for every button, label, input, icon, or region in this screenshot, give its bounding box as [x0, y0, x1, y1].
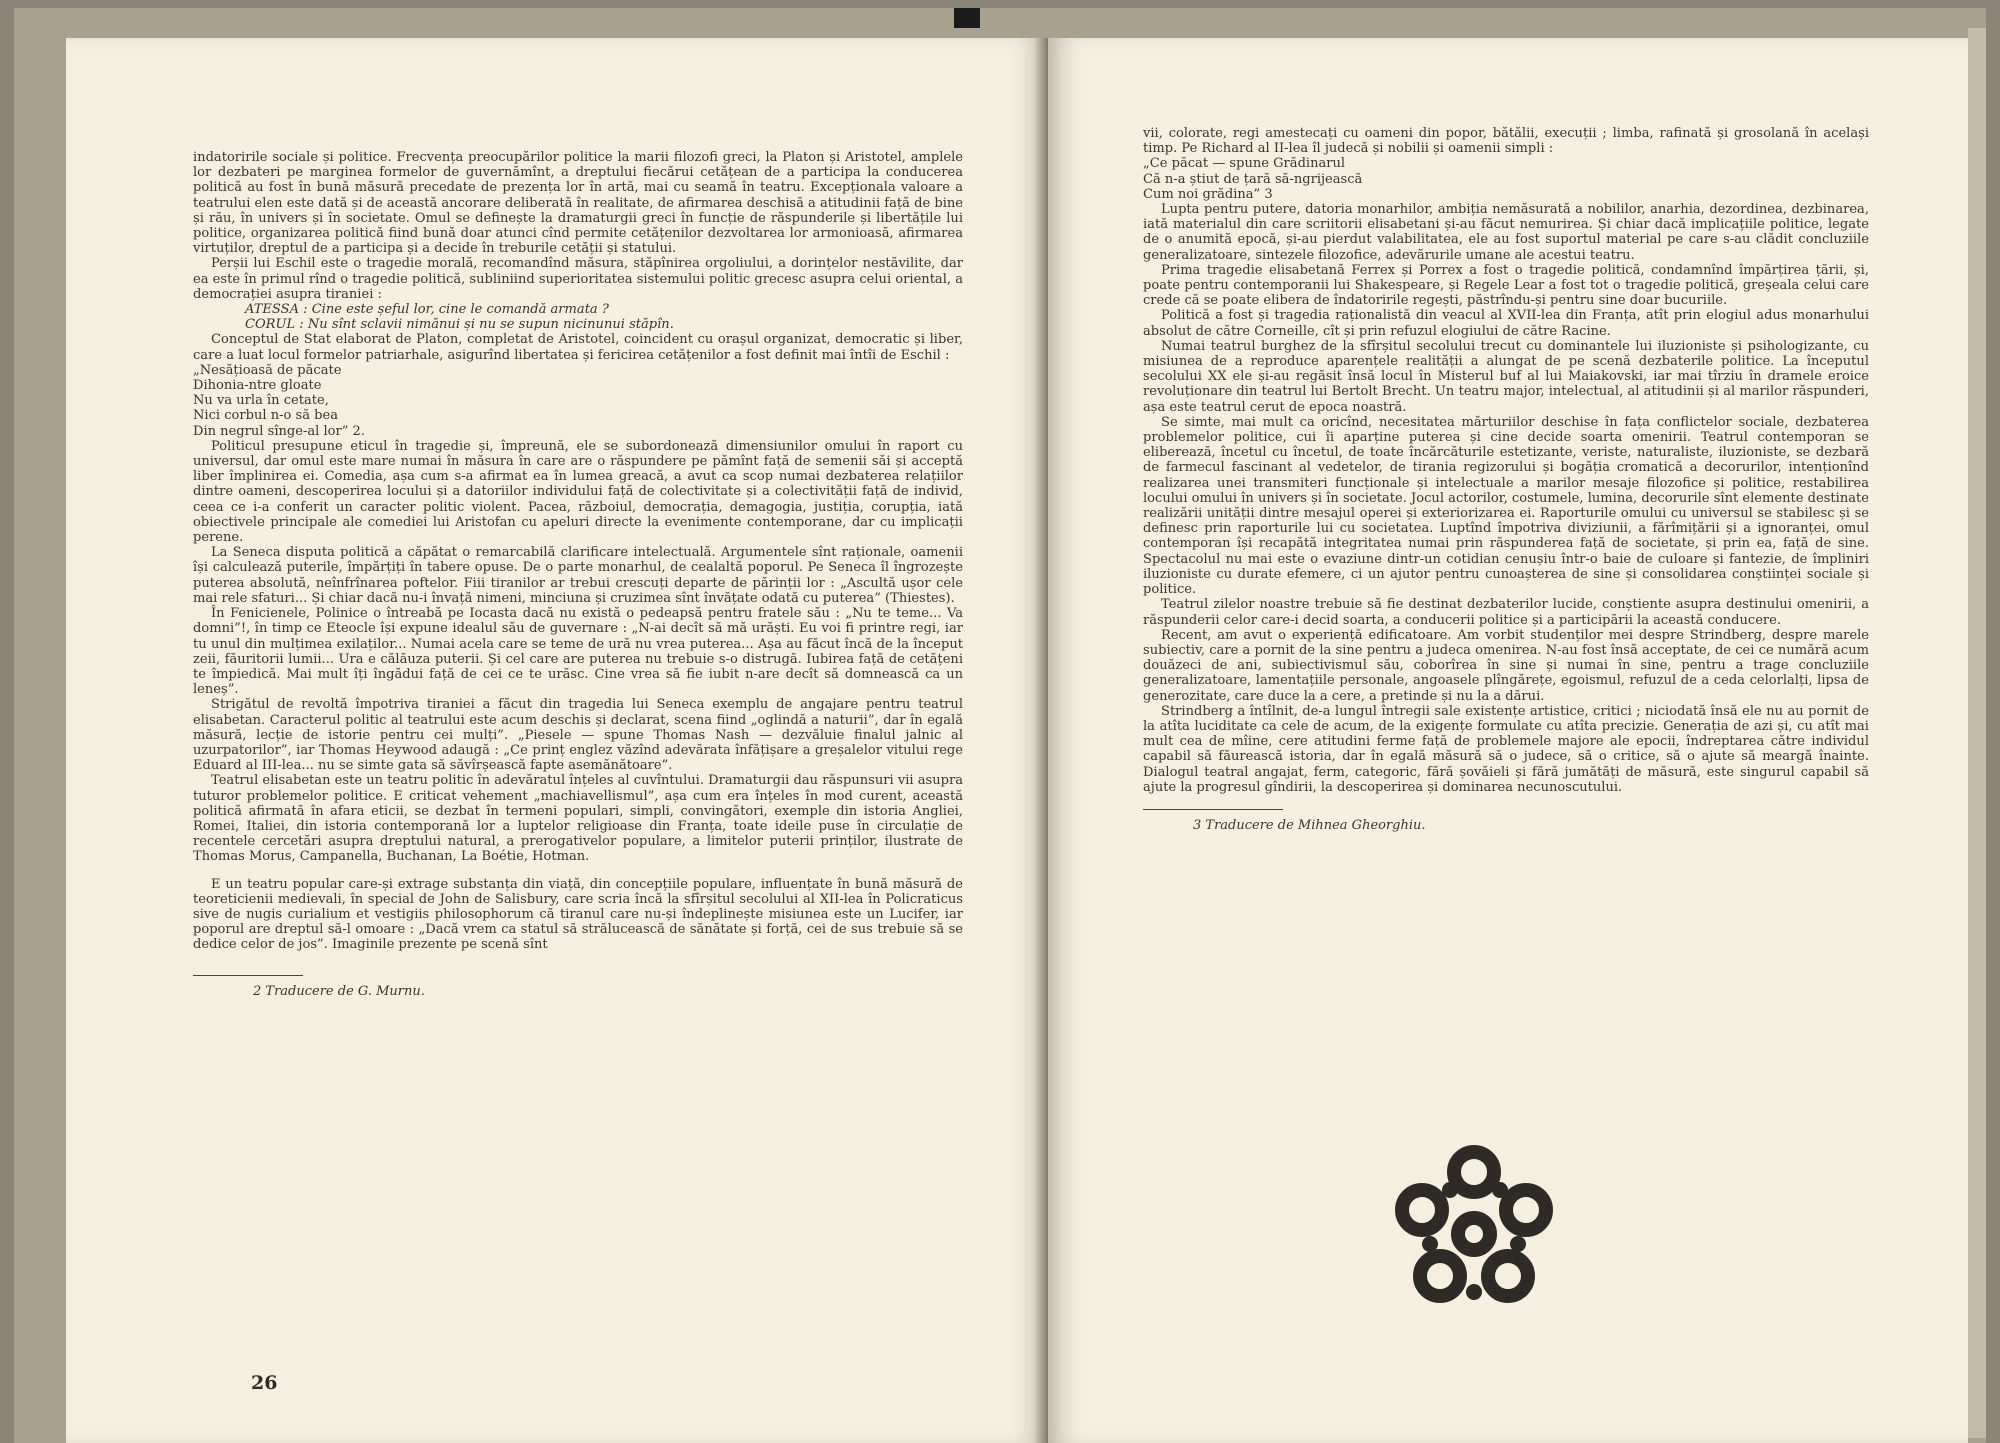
- paragraph: Conceptul de Stat elaborat de Platon, completat de Aristotel, coincident cu orașul organizat, democratic și liber, care a luat locul formelor patriarhale, asigurînd libertatea și fericirea cetățenilor a fost definit mai întîi de Eschil :: [193, 332, 963, 363]
- paragraph: Numai teatrul burghez de la sfîrșitul secolului trecut cu dominantele lui iluzioniste și psihologizante, cu misiunea de a reproduce aparențele realității a alungat de pe scenă dezbaterile politice. La începutul secolului XX ele și-au regăsit însă locul în Misterul buf al lui Maiakovski, iar mai tîrziu în dramele eroice revoluționare din teatrul lui Bertolt Brecht. Un teatru major, intelectual, al atitudinii și al marilor răspunderi, așa este teatrul cerut de epoca noastră.: [1143, 338, 1869, 415]
- floral-ornament-icon: [1390, 1142, 1558, 1320]
- verse-line: Nu va urla în cetate,: [193, 393, 329, 409]
- paragraph: Se simte, mai mult ca oricînd, necesitatea mărturiilor deschise în fața conflictelor sociale, dezbaterea problemelor politice, cui îi aparține puterea și cine decide soarta omenirii. Teatrul contemporan se eliberează, încetul cu încetul, de toate încărcăturile estetizante, veriste, naturaliste, iluzioniste, se dezbară de farmecul fascinant al vedetelor, de tirania regizorului și bogăția cromatică a decorurilor, intenționînd realizarea unei transmiteri funcționale și intelectuale a marilor mesaje filozofice și politice, restabilirea locului omului în univers și în societate. Jocul actorilor, costumele, lumina, decorurile sînt elemente destinate realizării unității dintre mesajul operei și exteriorizarea ei. Raporturile omului cu universul se stabilesc și se definesc prin raporturile lui cu societatea. Luptînd împotriva diviziunii, a fărîmițării și a ignoranței, omul contemporan își recapătă integritatea numai prin răspunderea față de societate, și prin ea, față de sine. Spectacolul nu mai este o evaziune dintr-un cotidian cenușiu într-o baie de culoare și fantezie, de împliniri iluzioniste cu durate efemere, ci un ajutor pentru cunoașterea de sine și consolidarea conștiinței sociale și politice.: [1143, 414, 1869, 598]
- left-page: [66, 38, 1046, 1443]
- paragraph: vii, colorate, regi amestecați cu oameni din popor, bătălii, execuții ; limba, rafinată și grosolană în același timp. Pe Richard al II-lea îl judecă și nobilii și oamenii simpli :: [1143, 126, 1869, 157]
- paragraph: Recent, am avut o experiență edificatoare. Am vorbit studenților mei despre Strindberg, despre marele subiectiv, care a pornit de la sine pentru a judeca omenirea. N-au fost însă acceptate, de cei ce numără acum douăzeci de ani, subiectivismul său, coborîrea în sine și numai în sine, pentru a trage concluziile generalizatoare, lamentațiile personale, angoasele plîngărețe, egoismul, refuzul de a ceda celorlalți, lipsa de generozitate, care duce la a cere, a pretinde și nu la a dărui.: [1143, 627, 1869, 704]
- page-edges: [1968, 28, 1986, 1438]
- verse-line: Cum noi grădina” 3: [1143, 186, 1273, 202]
- left-text-column: [193, 150, 963, 999]
- right-page: [1048, 38, 1968, 1443]
- footnote: 3 Traducere de Mihnea Gheorghiu.: [1193, 817, 1426, 833]
- paragraph: Politicul presupune eticul în tragedie și, împreună, ele se subordonează dimensiunilor omului în raport cu universul, dar omul este mare numai în măsura în care are o răspundere pe pămînt față de semenii săi și acceptă liber împlinirea ei. Comedia, așa cum s-a afirmat ea în lumea greacă, a avut ca scop numai dezbaterea relațiilor dintre oameni, descoperirea locului și a datoriilor individului față de colectivitate și a colectivității față de individ, ceea ce i-a conferit un caracter politic violent. Pacea, războiul, democrația, demagogia, justiția, corupția, iată obiectivele principale ale comediei lui Aristofan cu apeluri directe la evenimente contemporane, dar cu implicații perene.: [193, 438, 963, 546]
- right-text-column: [1143, 126, 1869, 833]
- verse-line: Din negrul sînge-al lor” 2.: [193, 423, 365, 439]
- paragraph: indatoririle sociale și politice. Frecvența preocupărilor politice la marii filozofi greci, la Platon și Aristotel, amplele lor dezbateri pe marginea formelor de guvernămînt, a dreptului fiecărui cetățean de a participa la conducerea politică au fost în bună măsură precedate de prezența lor în artă, mai cu seamă în teatru. Excepționala valoare a teatrului elen este dată și de această ancorare deliberată în realitate, de afirmarea deschisă a atitudinii față de bine și rău, în univers și în societate. Omul se definește la dramaturgii greci în funcție de răspunderile și libertățile lui politice, organizarea politică fiind bună doar atunci cînd permite cetățenilor dezvoltarea lor armonioasă, afirmarea virtuților, dreptul de a participa și a decide în treburile cetății și statului.: [193, 150, 963, 257]
- verse-block: [1143, 156, 1869, 202]
- paragraph: Teatrul elisabetan este un teatru politic în adevăratul înțeles al cuvîntului. Dramaturgii dau răspunsuri vii asupra tuturor problemelor politice. E criticat vehement „machiavellismul”, așa cum era înțeles în mod curent, această politică afirmată în afara eticii, se dezbat în termeni populari, simpli, convingători, exemple din istoria Angliei, Romei, Italiei, din istoria contemporană lor a luptelor religioase din Franța, toate ideile puse în circulație de recentele cercetări asupra dreptului natural, a prerogativelor populare, a limitelor puterii prinților, ilustrate de Thomas Morus, Campanella, Buchanan, La Boétie, Hotman.: [193, 773, 963, 865]
- dialogue-line: ATESSA : Cine este șeful lor, cine le comandă armata ?: [245, 302, 609, 318]
- page-number: 26: [251, 1372, 278, 1394]
- paragraph: În Fenicienele, Polinice o întreabă pe Iocasta dacă nu există o pedeapsă pentru fratele său : „Nu te teme... Va domni”!, în timp ce Eteocle își expune idealul său de guvernare : „N-ai decît să mă urăști. Eu voi fi printre regi, iar tu unul din mulțimea exilaților... Numai acela care se teme de ură nu vrea puterea... Așa au făcut încă de la început zeii, făuritorii lumii... Ura e călăuza puterii. Și cel care are puterea nu trebuie s-o distrugă. Iubirea față de cetățeni te împiedică. Mai mult îți îngădui față de cei ce te urăsc. Cine vrea să fie iubit n-are decît să domnească ca un leneș”.: [193, 606, 963, 698]
- verse-line: Că n-a știut de țară să-ngrijească: [1143, 171, 1363, 187]
- open-book: [14, 8, 1986, 1443]
- verse-line: Nici corbul n-o să bea: [193, 408, 338, 424]
- paragraph: Lupta pentru putere, datoria monarhilor, ambiția nemăsurată a nobililor, anarhia, dezordinea, dezbinarea, iată materialul din care scriitorii elisabetani și-au făcut nemurirea. Și chiar dacă implicațiile politice, legate de o anumită epocă, și-au pierdut valabilitatea, ele au fost suportul material pe care s-au clădit concluziile generalizatoare, sintezele filozofice, adevărurile umane ale acestui teatru.: [1143, 202, 1869, 263]
- paragraph: Politică a fost și tragedia raționalistă din veacul al XVII-lea din Franța, atît prin elogiul adus monarhului absolut de către Corneille, cît și prin refuzul elogiului de către Racine.: [1143, 308, 1869, 339]
- verse-line: Dihonia-ntre gloate: [193, 378, 322, 394]
- footnote-divider: [1143, 809, 1283, 810]
- footnote: 2 Traducere de G. Murnu.: [253, 983, 425, 999]
- footnote-divider: [193, 975, 303, 976]
- paragraph: Perșii lui Eschil este o tragedie morală, recomandînd măsura, stăpînirea orgoliului, a dorințelor nestăvilite, dar ea este în primul rînd o tragedie politică, subliniind superioritatea sistemului politic grecesc asupra celui oriental, a democrației asupra tiraniei :: [193, 256, 963, 302]
- dialogue-line: CORUL : Nu sînt sclavii nimănui și nu se supun nicinunui stăpîn.: [245, 317, 674, 333]
- verse-block: [193, 363, 963, 439]
- verse-line: „Ce păcat — spune Grădinarul: [1143, 156, 1346, 172]
- binder-clip: [954, 8, 980, 28]
- verse-line: „Nesățioasă de păcate: [193, 362, 342, 378]
- paragraph: Strindberg a întîlnit, de-a lungul întregii sale existențe artistice, critici ; niciodată însă ele nu au pornit de la atîta luciditate ca cele de acum, de la exigențe formulate cu atîta precizie. Generația de azi și, cu atît mai mult cea de mîine, cere atitudini ferme față de problemele majore ale epocii, îndreptarea către individul capabil să făurească istoria, dar în egală măsură să o judece, să o critice, să o ajute să meargă înainte. Dialogul teatral angajat, ferm, categoric, fără șovăieli și fără jumătăți de măsură, este singurul capabil să ajute la progresul gîndirii, la descoperirea și dominarea necunoscutului.: [1143, 703, 1869, 795]
- paragraph: Teatrul zilelor noastre trebuie să fie destinat dezbaterilor lucide, conștiente asupra destinului omenirii, a răspunderii celor care-i decid soarta, a conducerii politice și a participării la această conducere.: [1143, 597, 1869, 628]
- dialogue-block: [245, 302, 963, 332]
- paragraph: La Seneca disputa politică a căpătat o remarcabilă clarificare intelectuală. Argumentele sînt raționale, oamenii își calculează puterile, împărțiți în tabere opuse. De o parte monarhul, de cealaltă poporul. Pe Seneca îl îngrozește puterea absolută, neînfrînarea poftelor. Fiii tiranilor ar trebui crescuți departe de părinții lor : „Ascultă ușor cele mai rele sfaturi... Și chiar dacă nu-i învață nimeni, minciuna și cruzimea sînt învățate odată cu puterea” (Thiestes).: [193, 545, 963, 606]
- paragraph: Prima tragedie elisabetană Ferrex și Porrex a fost o tragedie politică, condamnînd împărțirea țării, și, poate pentru contemporanii lui Shakespeare, și Regele Lear a fost tot o tragedie politică, greșeala celui care crede că se poate elibera de îndatoririle regești, păstrîndu-și pentru sine doar bucuriile.: [1143, 262, 1869, 309]
- paragraph: Strigătul de revoltă împotriva tiraniei a făcut din tragedia lui Seneca exemplu de angajare pentru teatrul elisabetan. Caracterul politic al teatrului este acum deschis și declarat, scena fiind „oglindă a naturii”, dar în egală măsură, lecție de istorie pentru cei mulți”. „Piesele — spune Thomas Nash — dezvăluie finalul jalnic al uzurpatorilor”, iar Thomas Heywood adaugă : „Ce prinț englez văzînd adevărata înfățișare a greșalelor vitului rege Eduard al III-lea... nu se simte gata să săvîrșească fapte asemănătoare”.: [193, 697, 963, 774]
- paragraph: E un teatru popular care-și extrage substanța din viață, din concepțiile populare, influențate în bună măsură de teoreticienii medievali, în special de John de Salisbury, care scria încă la sfîrșitul secolului al XII-lea în Policraticus sive de nugis curialium et vestigiis philosophorum că tiranul care nu-și îndeplinește misiunea este un Lucifer, iar poporul are dreptul să-l omoare : „Dacă vrem ca statul să strălucească de sănătate și forță, cei de sus trebuie să se dedice celor de jos”. Imaginile prezente pe scenă sînt: [193, 876, 963, 953]
